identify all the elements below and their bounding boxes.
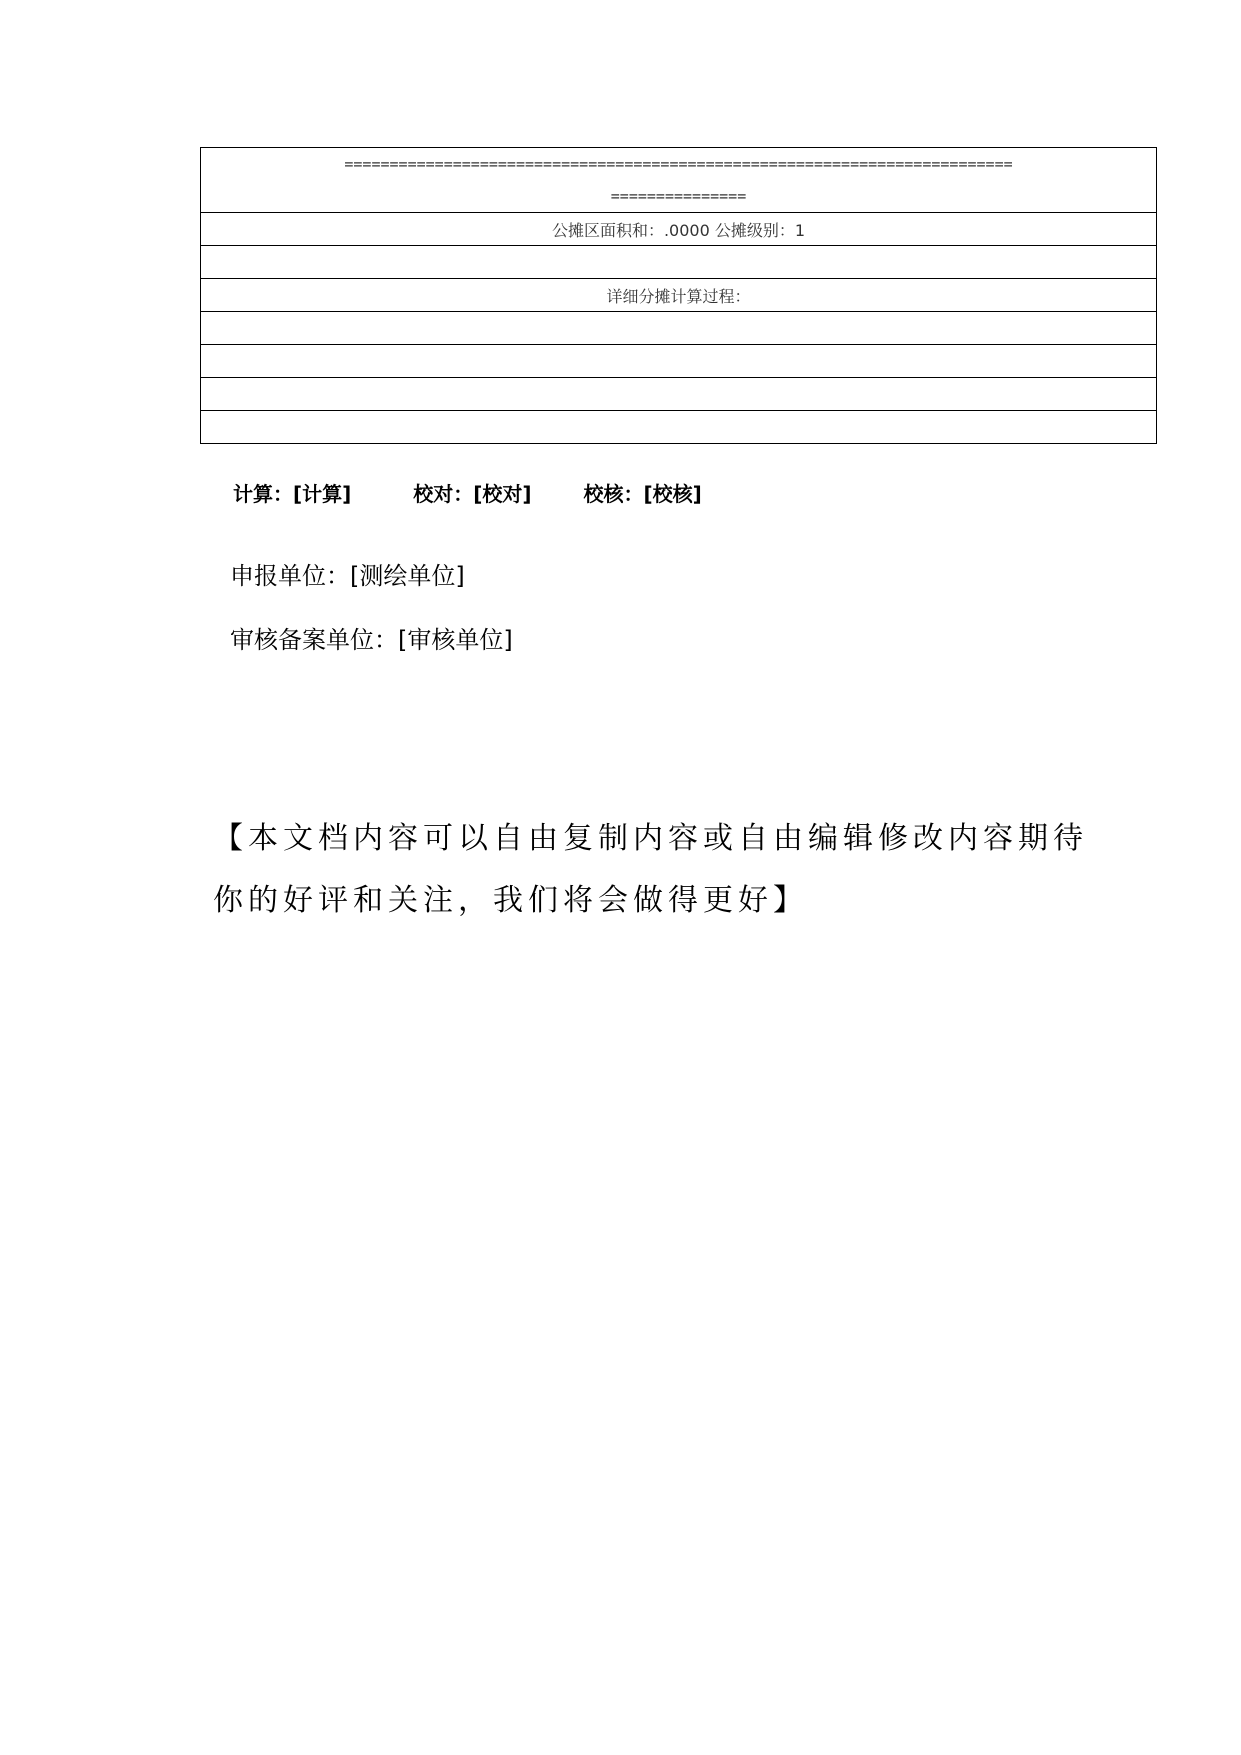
shared-area-cell: 公摊区面积和：.0000 公摊级别：1 — [201, 213, 1157, 246]
separator-line-1: ========================================================================== — [344, 155, 1013, 173]
empty-row — [201, 411, 1157, 444]
reporting-unit: 申报单位：[测绘单位] — [230, 562, 465, 590]
detail-heading-cell: 详细分摊计算过程： — [201, 279, 1157, 312]
calc-signature: 计算：[计算] — [233, 482, 352, 506]
empty-cell — [201, 378, 1157, 411]
separator-row — [201, 148, 1157, 213]
document-notice: 【本文档内容可以自由复制内容或自由编辑修改内容期待你的好评和关注，我们将会做得更好】 — [213, 821, 1088, 918]
allocation-table — [200, 147, 1157, 444]
separator-cell — [201, 148, 1157, 213]
proof-signature: 校对：[校对] — [413, 482, 532, 506]
empty-row — [201, 246, 1157, 279]
detail-heading-row — [201, 279, 1157, 312]
empty-row — [201, 378, 1157, 411]
empty-cell — [201, 312, 1157, 345]
shared-area-row — [201, 213, 1157, 246]
empty-cell — [201, 411, 1157, 444]
separator-line-2: =============== — [610, 187, 747, 205]
review-signature: 校核：[校核] — [583, 482, 702, 506]
filing-unit: 审核备案单位：[审核单位] — [230, 626, 513, 654]
empty-cell — [201, 246, 1157, 279]
empty-cell — [201, 345, 1157, 378]
empty-row — [201, 312, 1157, 345]
empty-row — [201, 345, 1157, 378]
signature-line — [233, 478, 702, 507]
